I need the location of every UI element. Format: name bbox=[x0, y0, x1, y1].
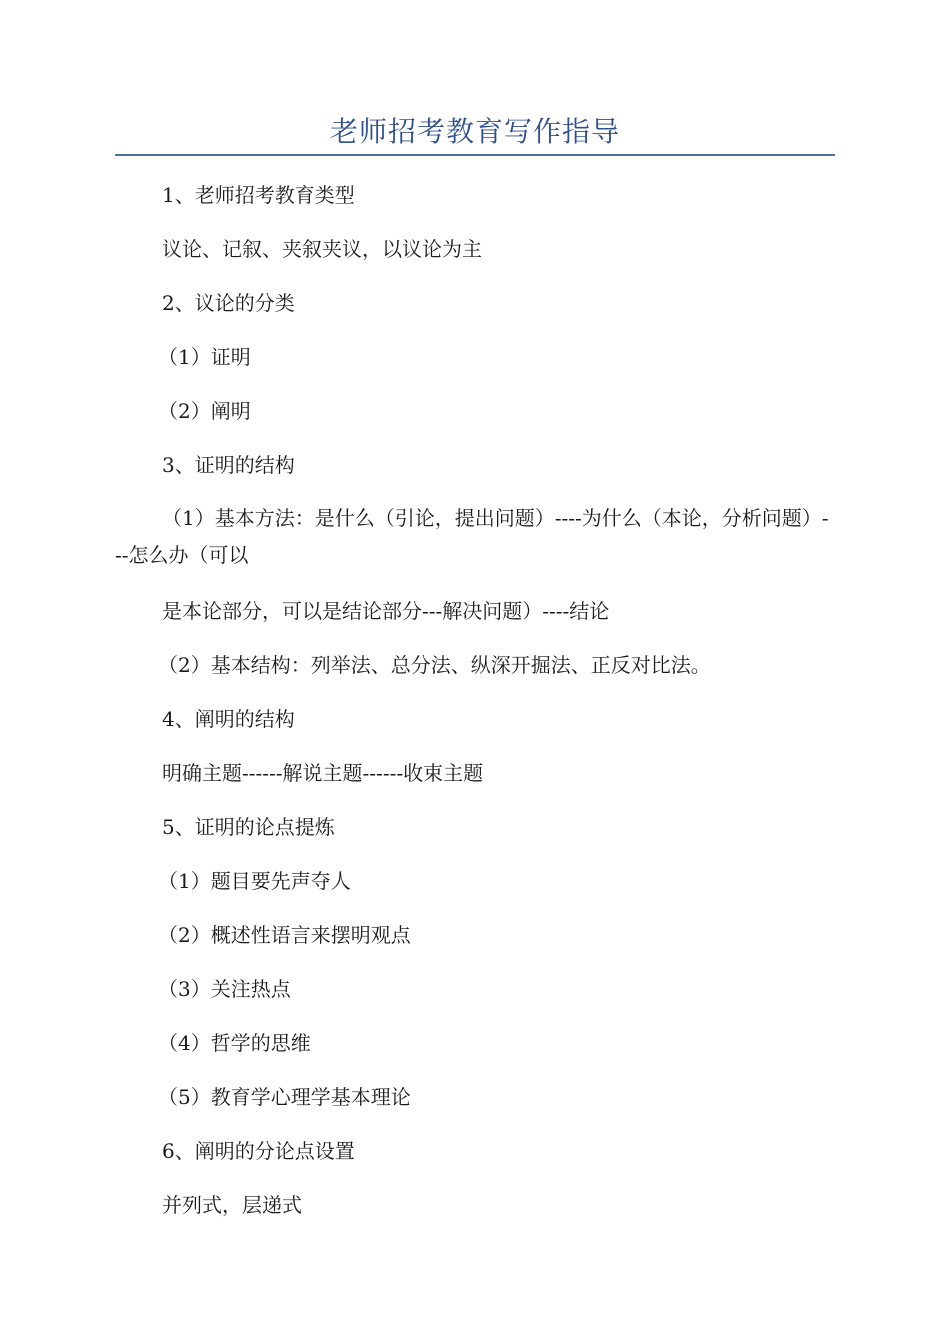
list-item-proof: （1）证明 bbox=[158, 345, 251, 369]
title-underline bbox=[115, 154, 835, 156]
list-item-5-4: （4）哲学的思维 bbox=[158, 1031, 311, 1055]
heading-4: 4、阐明的结构 bbox=[162, 707, 295, 731]
paragraph-types: 议论、记叙、夹叙夹议，以议论为主 bbox=[162, 237, 482, 261]
page-title: 老师招考教育写作指导 bbox=[329, 115, 620, 148]
list-item-5-5: （5）教育学心理学基本理论 bbox=[158, 1085, 411, 1109]
heading-6: 6、阐明的分论点设置 bbox=[162, 1139, 355, 1163]
paragraph-sub-points: 并列式，层递式 bbox=[162, 1193, 302, 1217]
heading-2: 2、议论的分类 bbox=[162, 291, 295, 315]
list-item-explain: （2）阐明 bbox=[158, 399, 251, 423]
paragraph-explain-structure: 明确主题------解说主题------收束主题 bbox=[162, 761, 484, 785]
paragraph-basic-method-cont: 是本论部分，可以是结论部分---解决问题）----结论 bbox=[162, 599, 610, 623]
paragraph-basic-structure: （2）基本结构：列举法、总分法、纵深开掘法、正反对比法。 bbox=[158, 653, 711, 677]
list-item-5-1: （1）题目要先声夺人 bbox=[158, 869, 351, 893]
heading-5: 5、证明的论点提炼 bbox=[162, 815, 335, 839]
paragraph-basic-method: （1）基本方法：是什么（引论，提出问题）----为什么（本论，分析问题）---怎么办（可以 bbox=[115, 506, 829, 567]
list-item-5-3: （3）关注热点 bbox=[158, 977, 291, 1001]
heading-1: 1、老师招考教育类型 bbox=[162, 183, 355, 207]
list-item-5-2: （2）概述性语言来摆明观点 bbox=[158, 923, 411, 947]
heading-3: 3、证明的结构 bbox=[162, 453, 295, 477]
